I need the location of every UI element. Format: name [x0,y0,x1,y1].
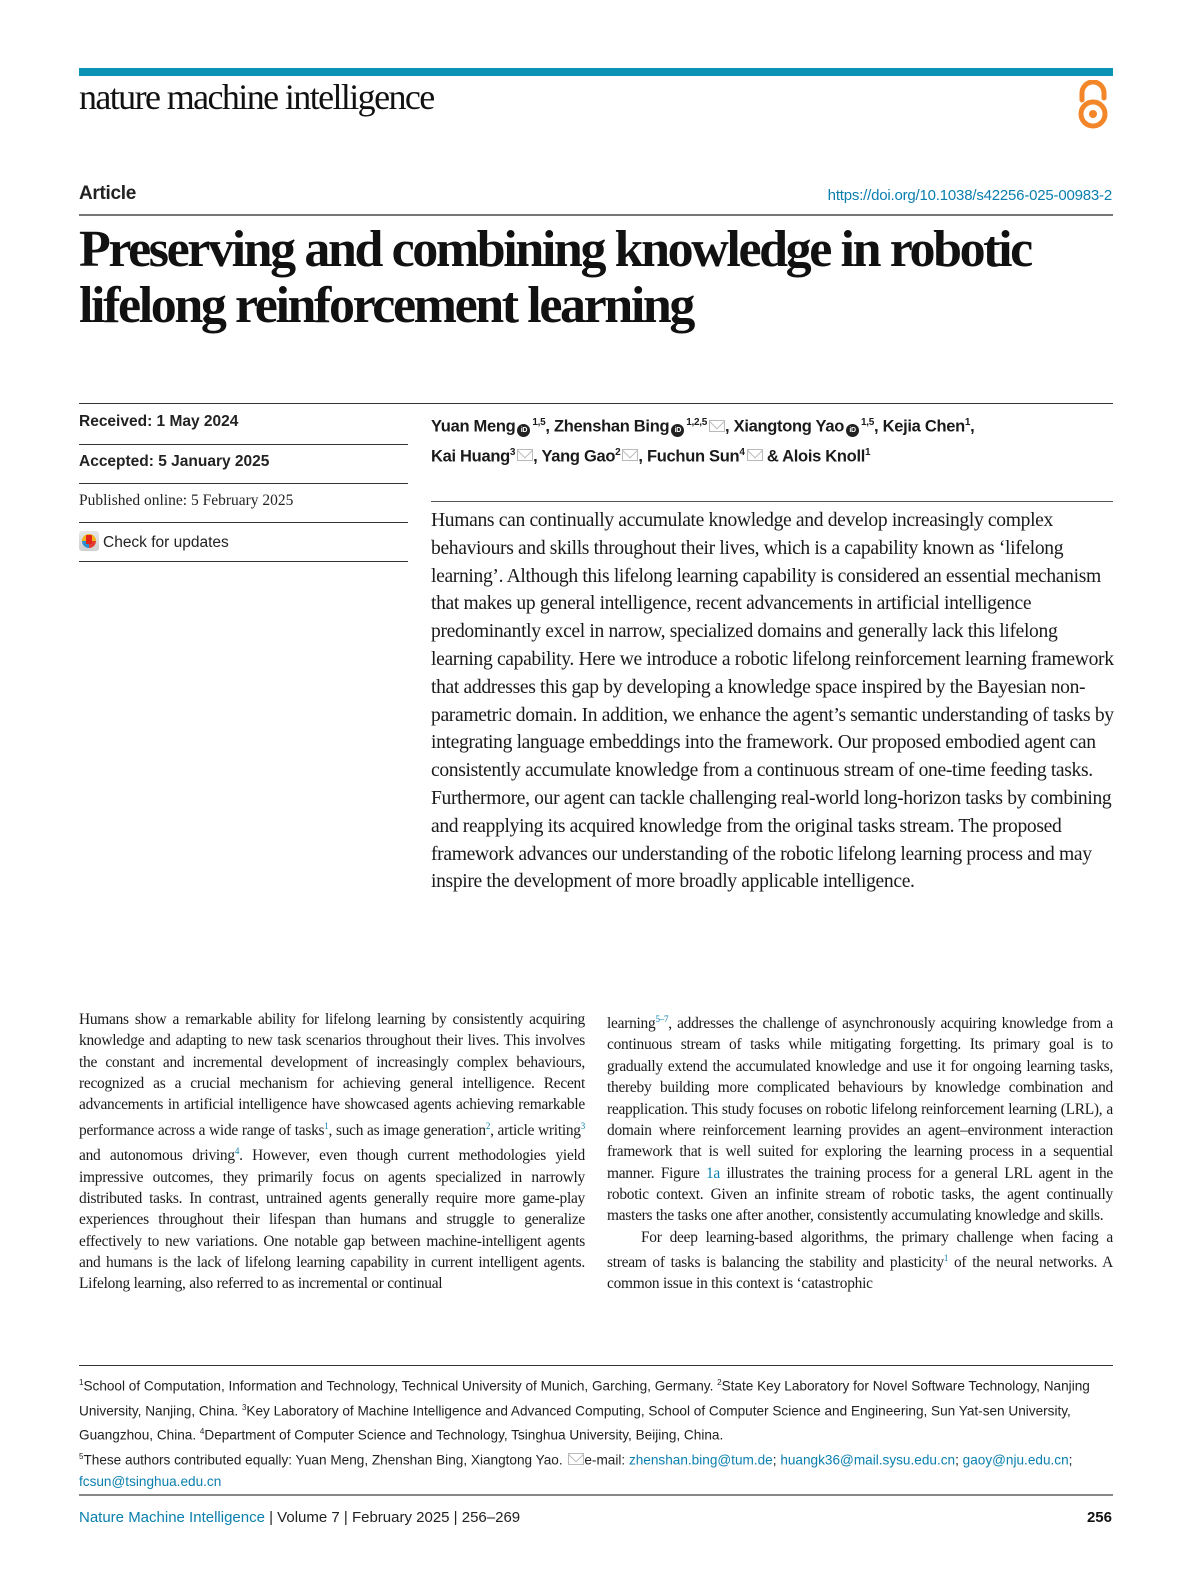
mail-icon [568,1453,584,1465]
published-date: Published online: 5 February 2025 [79,492,294,509]
email-link[interactable]: fcsun@tsinghua.edu.cn [79,1473,222,1489]
orcid-icon[interactable]: iD [671,424,684,437]
abstract: Humans can continually accumulate knowledge and develop increasingly complex behaviours and skills throughout their lives, which is a capability known as ‘lifelong learning’. Although this lifelong learning capability is considered an essential mechanism that makes up general intelligence, recent advancements in artificial intelligence predominantly excel in narrow, specialized domains and generally lack this lifelong learning capability. Here we introduce a robotic lifelong reinforcement learning framework that addresses this gap by developing a knowledge space inspired by the Bayesian non-parametric domain. In addition, we enhance the agent’s semantic understanding of tasks by integrating language embeddings into the framework. Our proposed embodied agent can consistently accumulate knowledge from a continuous stream of one-time feeding tasks. Furthermore, our agent can tackle challenging real-world long-horizon tasks by combining and reapplying its acquired knowledge from the original tasks stream. The proposed framework advances our understanding of the robotic lifelong learning process and may inspire the development of more broadly applicable intelligence. [431,510,1114,893]
affiliation-marker: 2 [615,446,621,458]
paragraph [607,1227,1113,1295]
footer-citation [79,1509,520,1526]
email-list: zhenshan.bing@tum.de; huangk36@mail.sysu.edu.cn; gaoy@nju.edu.cn; fcsun@tsinghua.edu.cn [79,1452,1073,1489]
affiliation-marker: 4 [739,446,745,458]
article-title: Preserving and combining knowledge in robotic lifelong reinforcement learning [79,221,1031,334]
body-text: of the neural networks. A common issue in this context is ‘catastrophic [607,1254,1113,1293]
affiliation-text: These authors contributed equally: Yuan Meng, Zhenshan Bing, Xiangtong Yao. [83,1452,567,1468]
affiliation-marker: 4 [199,1427,205,1437]
affiliation-marker: 1 [964,417,971,428]
crossmark-icon [79,531,99,551]
affiliation-text: Key Laboratory of Machine Intelligence and Advanced Computing, School of Computer Science and Engineering, Sun Yat-sen University, Guangzhou, China. [79,1403,1071,1443]
body-text: . However, even though current methodologies yield impressive outcomes, they primarily focus on agents specialized in narrowly distributed tasks. In contrast, untrained agents generally require more game-play experiences throughout their lifespan than humans and struggle to generalize effectively to new variations. One notable gap between machine-intelligent agents and humans is the lack of lifelong learning capability in current intelligent agents. Lifelong learning, also referred to as incremental or continual [79,1147,585,1293]
divider [79,483,408,484]
affiliation-marker: 3 [509,446,516,458]
author-name[interactable]: Fuchun Sun [646,447,740,465]
figure-link[interactable]: 1a [705,1164,721,1182]
divider [79,1365,1113,1366]
mail-icon[interactable] [709,420,725,432]
received-date: Received: 1 May 2024 [79,413,239,430]
orcid-icon[interactable]: iD [846,424,859,437]
body-column-right [607,1009,1113,1295]
affiliation-marker: 1,5 [532,417,546,428]
body-text: , article writing [490,1121,581,1139]
divider [79,522,408,523]
affiliation-marker: 5 [79,1452,84,1462]
author-name[interactable]: Alois Knoll [782,447,866,465]
body-text: and autonomous driving [79,1147,235,1165]
author-name[interactable]: Kejia Chen [882,417,965,436]
mail-icon[interactable] [747,449,763,461]
author-name[interactable]: Kai Huang [431,447,510,465]
open-access-lock-icon [1074,80,1112,130]
affiliation-text: School of Computation, Information and Technology, Technical University of Munich, Garching, Germany. [83,1378,718,1394]
doi-link[interactable]: https://doi.org/10.1038/s42256-025-00983-2 [827,187,1112,204]
author-name[interactable]: Zhenshan Bing [554,417,670,436]
check-updates-label: Check for updates [103,534,229,551]
orcid-icon[interactable]: iD [517,424,530,437]
affiliation-text: State Key Laboratory for Novel Software Technology, Nanjing University, Nanjing, China. [79,1378,1090,1419]
affiliation-marker: 1 [865,446,871,458]
mail-icon[interactable] [517,449,533,461]
footer-volume: | Volume 7 | February 2025 | 256–269 [264,1509,521,1526]
divider [79,403,1113,404]
affiliation-marker: 2 [717,1378,722,1387]
affiliation-text: Department of Computer Science and Technology, Tsinghua University, Beijing, China. [204,1428,724,1443]
divider [431,501,1113,502]
citation-link[interactable]: 1 [943,1252,949,1263]
email-link[interactable]: huangk36@mail.sysu.edu.cn [780,1452,956,1468]
affiliation-marker: 3 [241,1402,247,1412]
author-name[interactable]: Yang Gao [541,447,616,465]
body-text: , such as image generation [328,1121,486,1139]
email-link[interactable]: gaoy@nju.edu.cn [962,1452,1069,1468]
author-name[interactable]: Xiangtong Yao [733,417,845,436]
citation-link[interactable]: 4 [234,1146,240,1157]
body-text: , addresses the challenge of asynchronously acquiring knowledge from a continuous stream of tasks while mitigating forgetting. Its primary goal is to gradually extend the accumulated knowledge and use it for ongoing learning tasks, thereby building more complicated behaviours by knowledge combination and reapplication. This study focuses on robotic lifelong reinforcement learning (LRL), a domain where reinforcement learning provides an agent–environment interaction framework that is well suited for exploring the learning process in a sequential manner. Figure [607,1015,1113,1182]
journal-accent-bar [79,68,1113,76]
divider [79,444,408,445]
footer-journal-link[interactable]: Nature Machine Intelligence [79,1509,265,1526]
affiliation-marker: 1,2,5 [686,417,708,428]
author-list: Yuan Meng iD$^{1,5}$, Zhenshan Bing iD$^{1,2,5}$ , Xiangtong Yao iD$^{1,5}$, Kejia Chen$^1$, Kai Huang$^3$ , Yang Gao$^2$ , Fuchun Sun$^4$ & Alois Knoll$^1$ [431,417,975,465]
affiliations [79,1372,1119,1492]
body-text: learning [607,1015,656,1033]
email-link[interactable]: zhenshan.bing@tum.de [628,1452,773,1468]
divider [79,1494,1113,1496]
body-column-left [79,1009,585,1295]
body-text: illustrates the training process for a general LRL agent in the robotic context. Given an infinite stream of robotic tasks, the agent continually masters the tasks one after another, consistently accumulating knowledge and skills. [607,1164,1113,1225]
divider [79,214,1113,216]
divider [79,561,408,562]
citation-link[interactable]: 1 [324,1120,329,1131]
page-number: 256 [1086,1509,1112,1526]
affiliation-marker: 1,5 [861,417,875,428]
body-text: For deep learning-based algorithms, the primary challenge when facing a stream of tasks is balancing the stability and plasticity [607,1228,1113,1272]
citation-link[interactable]: 3 [580,1120,586,1131]
affiliation-marker: 1 [79,1378,84,1387]
article-type: Article [79,183,137,204]
citation-link[interactable]: 2 [485,1120,491,1131]
citation-link[interactable]: 5–7 [655,1014,669,1024]
body-text: Humans show a remarkable ability for lifelong learning by consistently acquiring knowledge and adapting to new task scenarios throughout their lives. This involves the constant and incremental development of increasingly complex behaviours, recognized as a crucial mechanism for achieving general intelligence. Recent advancements in artificial intelligence have showcased agents achieving remarkable performance across a wide range of tasks [79,1011,585,1139]
mail-icon[interactable] [622,449,638,461]
journal-name: nature machine intelligence [79,77,434,117]
email-label: e-mail: [584,1452,629,1468]
accepted-date: Accepted: 5 January 2025 [79,453,270,470]
author-name[interactable]: Yuan Meng [431,417,516,436]
